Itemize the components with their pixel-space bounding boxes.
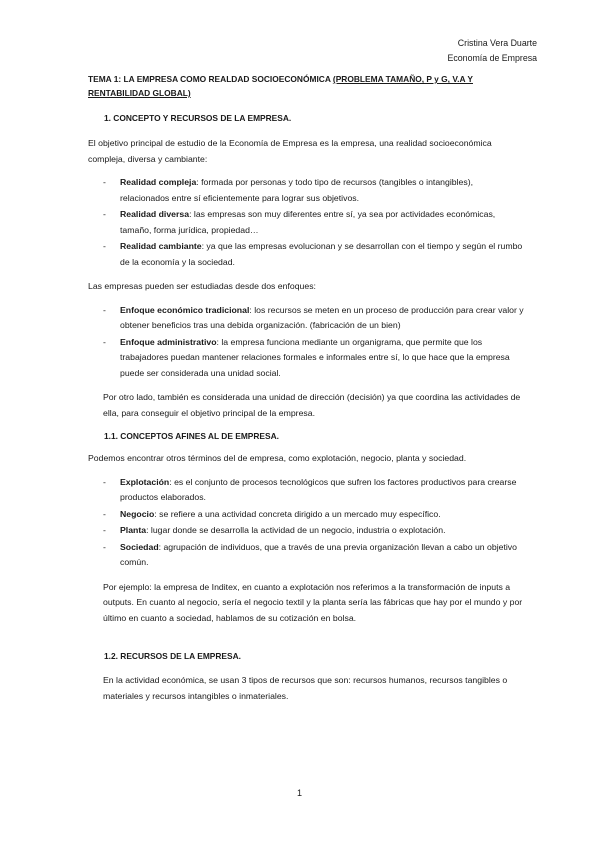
list-dash: - xyxy=(103,336,106,347)
term-text: : ya que las empresas evolucionan y se desarrollan con el tiempo y según el rumbo de la economía y la sociedad. xyxy=(120,241,523,267)
term-label: Realidad cambiante xyxy=(120,241,202,251)
list-realities xyxy=(88,175,524,270)
term-text: : es el conjunto de procesos tecnológicos que sufren los factores productivos para crearse productos elaborados. xyxy=(120,476,517,502)
term-label: Sociedad xyxy=(120,541,159,552)
term-text: : los recursos se meten en un proceso de producción para crear valor y obtener beneficios tras una debida organización. (fabricación de un bien) xyxy=(120,304,524,330)
term-text: : la empresa funciona mediante un organigrama, que permite que los trabajadores puedan mantener relaciones formales e informales entre sí, lo que hace que la empresa puede ser considerada una unidad social. xyxy=(120,336,510,378)
list-item xyxy=(88,507,524,523)
page-header xyxy=(448,36,537,65)
list-item xyxy=(88,175,524,206)
paragraph-direction: Por otro lado, también es considerada una unidad de dirección (decisión) ya que coordina las actividades de ella, para conseguir el objetivo principal de la empresa. xyxy=(103,392,521,418)
page-number: 1 xyxy=(296,788,302,798)
list-item xyxy=(88,303,524,334)
term-label: Planta xyxy=(120,525,147,535)
list-item xyxy=(88,475,524,506)
paragraph-intro: El objetivo principal de estudio de la Economía de Empresa es la empresa, una realidad socioeconómica compleja, diversa y cambiante: xyxy=(88,138,492,164)
list-dash: - xyxy=(103,177,106,187)
term-label: Enfoque administrativo xyxy=(120,336,217,347)
term-label: Realidad diversa xyxy=(120,209,190,219)
list-item xyxy=(88,239,524,270)
list-terms xyxy=(88,475,524,571)
term-text: : las empresas son muy diferentes entre sí, ya sea por actividades económicas, tamaño, forma jurídica, propiedad… xyxy=(120,209,496,235)
list-item xyxy=(88,207,524,238)
term-label: Realidad compleja xyxy=(120,177,197,187)
list-item xyxy=(88,335,524,382)
term-text: : lugar donde se desarrolla la actividad de un negocio, industria o explotación. xyxy=(146,525,446,535)
section-heading-concepto: 1. CONCEPTO Y RECURSOS DE LA EMPRESA. xyxy=(104,113,292,123)
header-author: Cristina Vera Duarte xyxy=(457,38,537,48)
title-main: TEMA 1: LA EMPRESA COMO REALDAD SOCIOECONÓMICA xyxy=(88,74,333,84)
section-heading-conceptos-afines: 1.1. CONCEPTOS AFINES AL DE EMPRESA. xyxy=(104,431,279,441)
list-approaches xyxy=(88,303,524,382)
list-dash: - xyxy=(103,541,106,552)
section-heading-recursos: 1.2. RECURSOS DE LA EMPRESA. xyxy=(104,651,241,661)
term-text: : se refiere a una actividad concreta dirigido a un mercado muy específico. xyxy=(154,508,441,519)
list-dash: - xyxy=(103,304,106,315)
term-label: Enfoque económico tradicional xyxy=(120,304,250,315)
paragraph-terms-intro: Podemos encontrar otros términos del de empresa, como explotación, negocio, planta y sociedad. xyxy=(88,453,467,463)
list-dash: - xyxy=(103,241,106,251)
term-label: Negocio xyxy=(120,508,155,519)
list-dash: - xyxy=(103,209,106,219)
list-item xyxy=(88,540,524,571)
paragraph-recursos: En la actividad económica, se usan 3 tipos de recursos que son: recursos humanos, recursos tangibles o materiales y recursos intangibles o inmateriales. xyxy=(103,675,508,701)
document-title xyxy=(88,72,524,100)
list-dash: - xyxy=(103,476,106,487)
paragraph-approaches-intro: Las empresas pueden ser estudiadas desde dos enfoques: xyxy=(88,281,316,291)
term-label: Explotación xyxy=(120,476,170,487)
term-text: : formada por personas y todo tipo de recursos (tangibles o intangibles), relacionados entre sí eficientemente para lograr sus objetivos. xyxy=(120,177,474,203)
header-subject: Economía de Empresa xyxy=(447,52,537,63)
paragraph-example: Por ejemplo: la empresa de Inditex, en cuanto a explotación nos referimos a la transformación de inputs a outputs. En cuanto al negocio, sería el negocio textil y la planta sería las fábricas que hay por el mundo y por último en cuanto a sociedad, hablamos de su cotización en bolsa. xyxy=(103,581,523,623)
list-dash: - xyxy=(103,508,106,519)
document-body xyxy=(88,72,524,712)
list-item xyxy=(88,523,524,539)
title-underlined: (PROBLEMA TAMAÑO, P y G, V.A Y RENTABILIDAD GLOBAL) xyxy=(88,74,473,98)
term-text: : agrupación de individuos, que a través de una previa organización llevan a cabo un objetivo común. xyxy=(120,541,517,567)
list-dash: - xyxy=(103,525,106,535)
